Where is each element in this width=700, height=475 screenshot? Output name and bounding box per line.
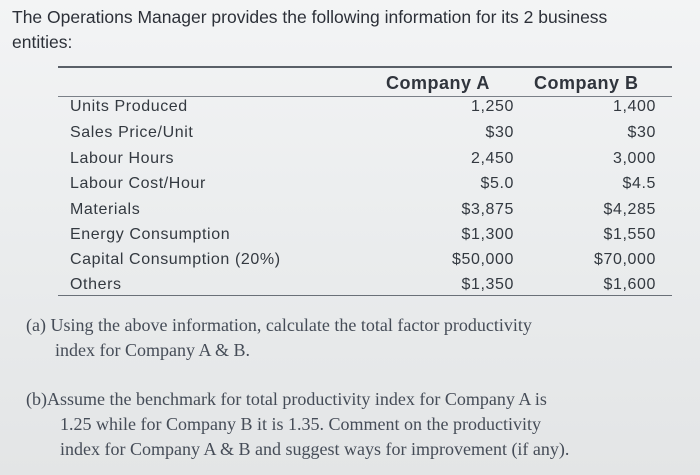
row-label-energy-consumption: Energy Consumption [70,226,231,243]
question-b-line-2: 1.25 while for Company B it is 1.35. Comment on the productivity [60,414,541,434]
intro-line-2: entities: [12,32,73,52]
column-header-company-b: Company B [534,73,639,93]
question-b [26,387,696,462]
cell-company-b: $70,000 [593,251,656,268]
cell-company-a: $50,000 [451,251,514,268]
column-header-company-a: Company A [386,73,490,93]
cell-company-b: 3,000 [612,150,656,167]
cell-company-a: $1,350 [461,276,514,293]
row-label-labour-cost-hour: Labour Cost/Hour [70,175,206,192]
table-header-rule [58,96,672,97]
cell-company-b: $1,600 [603,276,656,293]
cell-company-a: $5.0 [480,175,514,192]
cell-company-b: $4.5 [622,175,656,192]
cell-company-a: 2,450 [470,150,514,167]
row-label-labour-hours: Labour Hours [70,150,175,167]
question-a [26,313,696,363]
cell-company-a: $1,300 [461,226,514,243]
question-b-line-1: (b)Assume the benchmark for total productivity index for Company A is [26,389,547,409]
intro-text [12,5,692,55]
question-a-line-1: (a) Using the above information, calculate the total factor productivity [26,315,532,335]
table-top-rule [58,66,672,68]
cell-company-a: $3,875 [461,201,514,218]
cell-company-a: $30 [485,124,514,141]
cell-company-b: $30 [627,124,656,141]
table-bottom-rule [58,295,672,296]
cell-company-b: $4,285 [603,201,656,218]
intro-line-1: The Operations Manager provides the following information for its 2 business [12,7,608,27]
row-label-materials: Materials [70,201,141,218]
row-label-sales-price-unit: Sales Price/Unit [70,124,194,141]
cell-company-b: 1,400 [612,98,656,115]
cell-company-a: 1,250 [470,98,514,115]
row-label-units-produced: Units Produced [70,98,188,115]
question-a-line-2: index for Company A & B. [55,340,250,360]
question-b-line-3: index for Company A & B and suggest ways for improvement (if any). [60,439,570,459]
row-label-others: Others [70,276,122,293]
row-label-capital-consumption: Capital Consumption (20%) [70,251,281,268]
cell-company-b: $1,550 [603,226,656,243]
